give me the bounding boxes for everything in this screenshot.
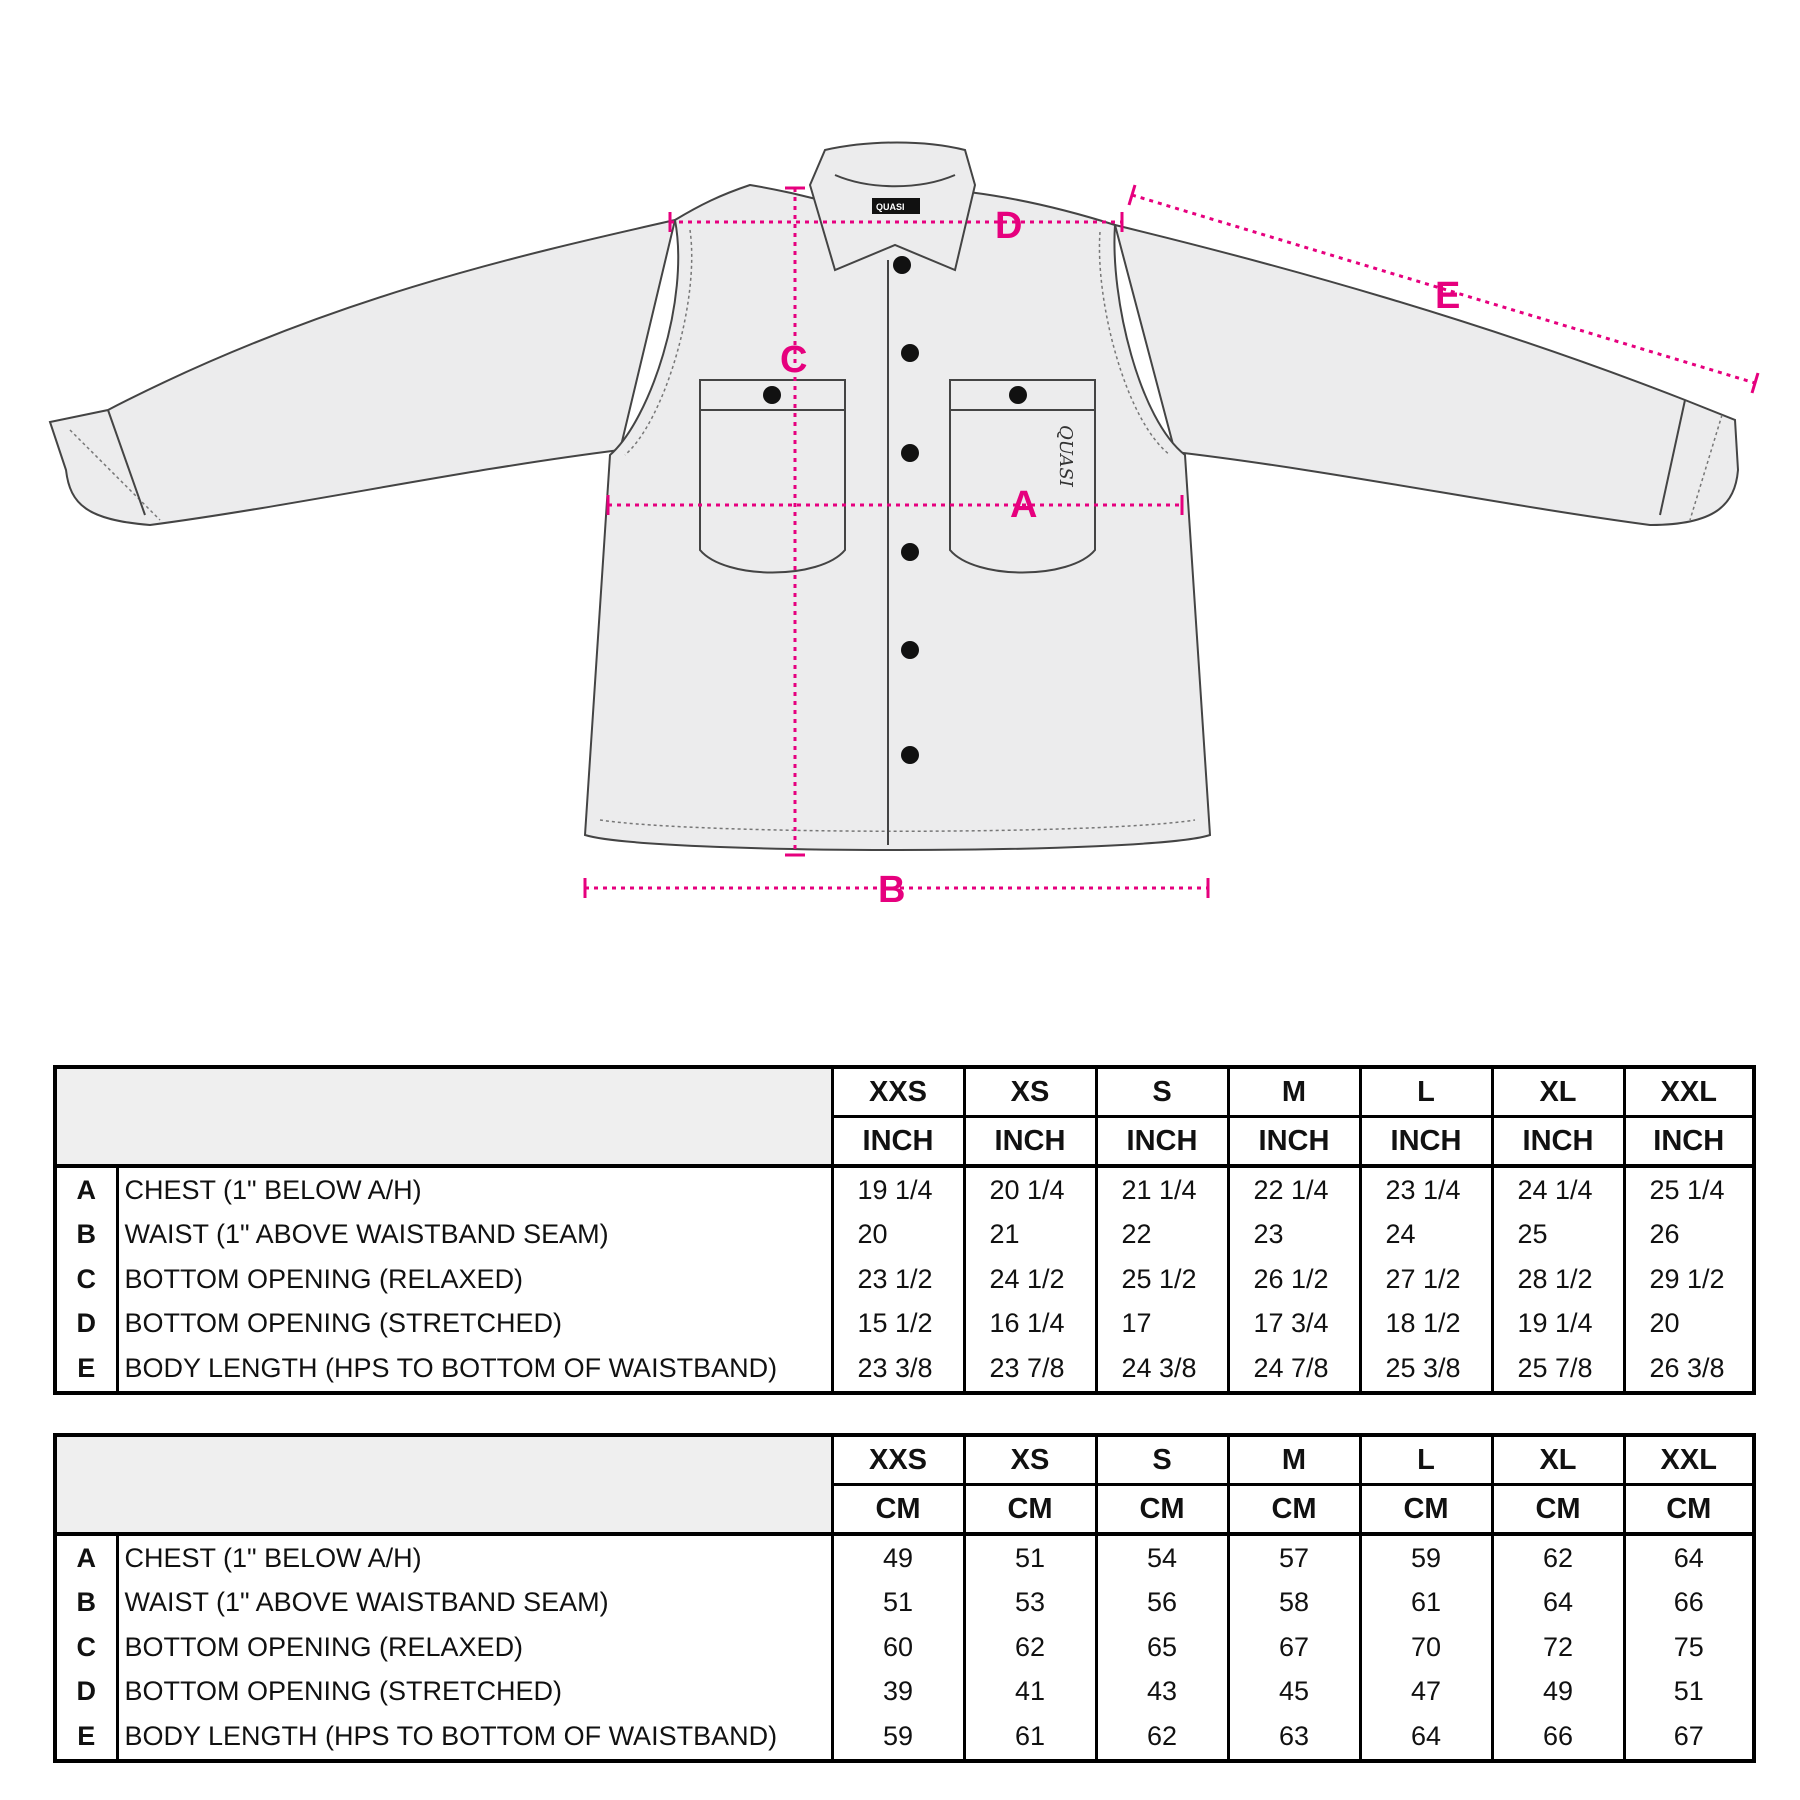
button bbox=[1009, 386, 1027, 404]
label-a: A bbox=[1010, 484, 1038, 526]
cell-value: 20 bbox=[832, 1213, 964, 1258]
row-label: BODY LENGTH (HPS TO BOTTOM OF WAISTBAND) bbox=[117, 1346, 832, 1393]
cell-value: 25 7/8 bbox=[1492, 1346, 1624, 1393]
row-code: D bbox=[76, 1676, 96, 1707]
size-header: XXS bbox=[832, 1067, 964, 1117]
cell-value: 23 7/8 bbox=[964, 1346, 1096, 1393]
unit-header: CM bbox=[1624, 1485, 1754, 1535]
table-row bbox=[55, 1346, 1754, 1393]
label-d: D bbox=[995, 205, 1023, 247]
cell-value: 26 3/8 bbox=[1624, 1346, 1754, 1393]
row-label: WAIST (1" ABOVE WAISTBAND SEAM) bbox=[117, 1581, 832, 1626]
cell-value: 19 1/4 bbox=[1492, 1302, 1624, 1347]
cell-value: 20 1/4 bbox=[964, 1166, 1096, 1213]
size-header: XXS bbox=[832, 1435, 964, 1485]
cell-value: 56 bbox=[1096, 1581, 1228, 1626]
cell-value: 26 bbox=[1624, 1213, 1754, 1258]
unit-header: CM bbox=[832, 1485, 964, 1535]
cell-value: 24 1/2 bbox=[964, 1257, 1096, 1302]
cell-value: 51 bbox=[1624, 1670, 1754, 1715]
cell-value: 16 1/4 bbox=[964, 1302, 1096, 1347]
cell-value: 24 3/8 bbox=[1096, 1346, 1228, 1393]
cell-value: 47 bbox=[1360, 1670, 1492, 1715]
cell-value: 24 bbox=[1360, 1213, 1492, 1258]
unit-header: INCH bbox=[1228, 1117, 1360, 1167]
table-row bbox=[55, 1581, 1754, 1626]
cm-size-table bbox=[53, 1433, 1756, 1763]
button bbox=[901, 543, 919, 561]
inch-size-table bbox=[53, 1065, 1756, 1395]
cell-value: 43 bbox=[1096, 1670, 1228, 1715]
cell-value: 62 bbox=[1492, 1534, 1624, 1581]
cell-value: 51 bbox=[832, 1581, 964, 1626]
cell-value: 54 bbox=[1096, 1534, 1228, 1581]
unit-header: CM bbox=[1096, 1485, 1228, 1535]
row-code: E bbox=[77, 1352, 96, 1383]
unit-header: CM bbox=[1492, 1485, 1624, 1535]
cell-value: 63 bbox=[1228, 1714, 1360, 1761]
unit-header: INCH bbox=[1624, 1117, 1754, 1167]
size-header: L bbox=[1360, 1067, 1492, 1117]
cell-value: 58 bbox=[1228, 1581, 1360, 1626]
cell-value: 60 bbox=[832, 1625, 964, 1670]
cell-value: 59 bbox=[1360, 1534, 1492, 1581]
cell-value: 21 bbox=[964, 1213, 1096, 1258]
unit-header: INCH bbox=[832, 1117, 964, 1167]
cell-value: 61 bbox=[964, 1714, 1096, 1761]
cell-value: 19 1/4 bbox=[832, 1166, 964, 1213]
cell-value: 59 bbox=[832, 1714, 964, 1761]
unit-header: CM bbox=[1360, 1485, 1492, 1535]
cell-value: 23 1/2 bbox=[832, 1257, 964, 1302]
cell-value: 27 1/2 bbox=[1360, 1257, 1492, 1302]
cell-value: 66 bbox=[1624, 1581, 1754, 1626]
table-corner bbox=[55, 1435, 832, 1534]
button bbox=[901, 444, 919, 462]
cell-value: 64 bbox=[1492, 1581, 1624, 1626]
table-row bbox=[55, 1166, 1754, 1213]
unit-header: INCH bbox=[1096, 1117, 1228, 1167]
cell-value: 53 bbox=[964, 1581, 1096, 1626]
size-header: XXL bbox=[1624, 1435, 1754, 1485]
row-label: BOTTOM OPENING (STRETCHED) bbox=[117, 1302, 832, 1347]
button bbox=[901, 746, 919, 764]
brand-tag bbox=[872, 198, 920, 214]
table-row bbox=[55, 1714, 1754, 1761]
cell-value: 25 3/8 bbox=[1360, 1346, 1492, 1393]
row-label: BODY LENGTH (HPS TO BOTTOM OF WAISTBAND) bbox=[117, 1714, 832, 1761]
cell-value: 45 bbox=[1228, 1670, 1360, 1715]
cell-value: 15 1/2 bbox=[832, 1302, 964, 1347]
unit-header: INCH bbox=[964, 1117, 1096, 1167]
right-sleeve bbox=[1115, 225, 1738, 525]
label-b: B bbox=[878, 869, 906, 911]
size-header: XL bbox=[1492, 1067, 1624, 1117]
size-header: M bbox=[1228, 1435, 1360, 1485]
row-code: C bbox=[76, 1263, 96, 1294]
unit-header: INCH bbox=[1360, 1117, 1492, 1167]
cell-value: 20 bbox=[1624, 1302, 1754, 1347]
size-header: S bbox=[1096, 1435, 1228, 1485]
cell-value: 24 1/4 bbox=[1492, 1166, 1624, 1213]
label-c: C bbox=[780, 339, 808, 381]
size-header: L bbox=[1360, 1435, 1492, 1485]
unit-header: CM bbox=[964, 1485, 1096, 1535]
cell-value: 49 bbox=[832, 1534, 964, 1581]
cell-value: 72 bbox=[1492, 1625, 1624, 1670]
row-code: E bbox=[77, 1720, 96, 1751]
cell-value: 67 bbox=[1228, 1625, 1360, 1670]
row-label: BOTTOM OPENING (STRETCHED) bbox=[117, 1670, 832, 1715]
cell-value: 25 1/2 bbox=[1096, 1257, 1228, 1302]
table-row bbox=[55, 1625, 1754, 1670]
cell-value: 75 bbox=[1624, 1625, 1754, 1670]
row-code: B bbox=[76, 1587, 96, 1618]
row-label: BOTTOM OPENING (RELAXED) bbox=[117, 1625, 832, 1670]
size-header: XS bbox=[964, 1435, 1096, 1485]
row-label: CHEST (1" BELOW A/H) bbox=[117, 1534, 832, 1581]
left-sleeve bbox=[50, 220, 675, 525]
cell-value: 61 bbox=[1360, 1581, 1492, 1626]
shirt-body bbox=[585, 185, 1210, 850]
button bbox=[901, 641, 919, 659]
size-header: S bbox=[1096, 1067, 1228, 1117]
cell-value: 29 1/2 bbox=[1624, 1257, 1754, 1302]
cell-value: 28 1/2 bbox=[1492, 1257, 1624, 1302]
table-row bbox=[55, 1257, 1754, 1302]
shirt-illustration bbox=[50, 143, 1738, 851]
table-row bbox=[55, 1302, 1754, 1347]
cell-value: 70 bbox=[1360, 1625, 1492, 1670]
row-code: B bbox=[76, 1219, 96, 1250]
row-label: WAIST (1" ABOVE WAISTBAND SEAM) bbox=[117, 1213, 832, 1258]
cell-value: 39 bbox=[832, 1670, 964, 1715]
left-pocket bbox=[700, 380, 845, 573]
cell-value: 49 bbox=[1492, 1670, 1624, 1715]
cell-value: 18 1/2 bbox=[1360, 1302, 1492, 1347]
button bbox=[763, 386, 781, 404]
row-code: A bbox=[76, 1542, 96, 1573]
row-code: A bbox=[76, 1174, 96, 1205]
button bbox=[901, 344, 919, 362]
cell-value: 65 bbox=[1096, 1625, 1228, 1670]
size-header: XS bbox=[964, 1067, 1096, 1117]
cell-value: 17 3/4 bbox=[1228, 1302, 1360, 1347]
table-row bbox=[55, 1213, 1754, 1258]
button bbox=[893, 256, 911, 274]
table-row bbox=[55, 1670, 1754, 1715]
cell-value: 26 1/2 bbox=[1228, 1257, 1360, 1302]
cell-value: 23 1/4 bbox=[1360, 1166, 1492, 1213]
cell-value: 64 bbox=[1624, 1534, 1754, 1581]
svg-text:QUASI: QUASI bbox=[876, 202, 905, 212]
pocket-script-logo: QUASI bbox=[1055, 425, 1076, 487]
cell-value: 41 bbox=[964, 1670, 1096, 1715]
cell-value: 22 bbox=[1096, 1213, 1228, 1258]
cell-value: 25 1/4 bbox=[1624, 1166, 1754, 1213]
cell-value: 22 1/4 bbox=[1228, 1166, 1360, 1213]
cell-value: 57 bbox=[1228, 1534, 1360, 1581]
row-label: BOTTOM OPENING (RELAXED) bbox=[117, 1257, 832, 1302]
cell-value: 24 7/8 bbox=[1228, 1346, 1360, 1393]
table-row bbox=[55, 1534, 1754, 1581]
cell-value: 17 bbox=[1096, 1302, 1228, 1347]
cell-value: 62 bbox=[1096, 1714, 1228, 1761]
row-label: CHEST (1" BELOW A/H) bbox=[117, 1166, 832, 1213]
cell-value: 51 bbox=[964, 1534, 1096, 1581]
unit-header: INCH bbox=[1492, 1117, 1624, 1167]
size-header: XXL bbox=[1624, 1067, 1754, 1117]
label-e: E bbox=[1435, 275, 1461, 317]
cell-value: 21 1/4 bbox=[1096, 1166, 1228, 1213]
row-code: C bbox=[76, 1631, 96, 1662]
size-header: XL bbox=[1492, 1435, 1624, 1485]
unit-header: CM bbox=[1228, 1485, 1360, 1535]
cell-value: 62 bbox=[964, 1625, 1096, 1670]
cell-value: 25 bbox=[1492, 1213, 1624, 1258]
row-code: D bbox=[76, 1308, 96, 1339]
cell-value: 23 bbox=[1228, 1213, 1360, 1258]
cell-value: 64 bbox=[1360, 1714, 1492, 1761]
table-corner bbox=[55, 1067, 832, 1166]
cell-value: 67 bbox=[1624, 1714, 1754, 1761]
size-header: M bbox=[1228, 1067, 1360, 1117]
cell-value: 23 3/8 bbox=[832, 1346, 964, 1393]
cell-value: 66 bbox=[1492, 1714, 1624, 1761]
